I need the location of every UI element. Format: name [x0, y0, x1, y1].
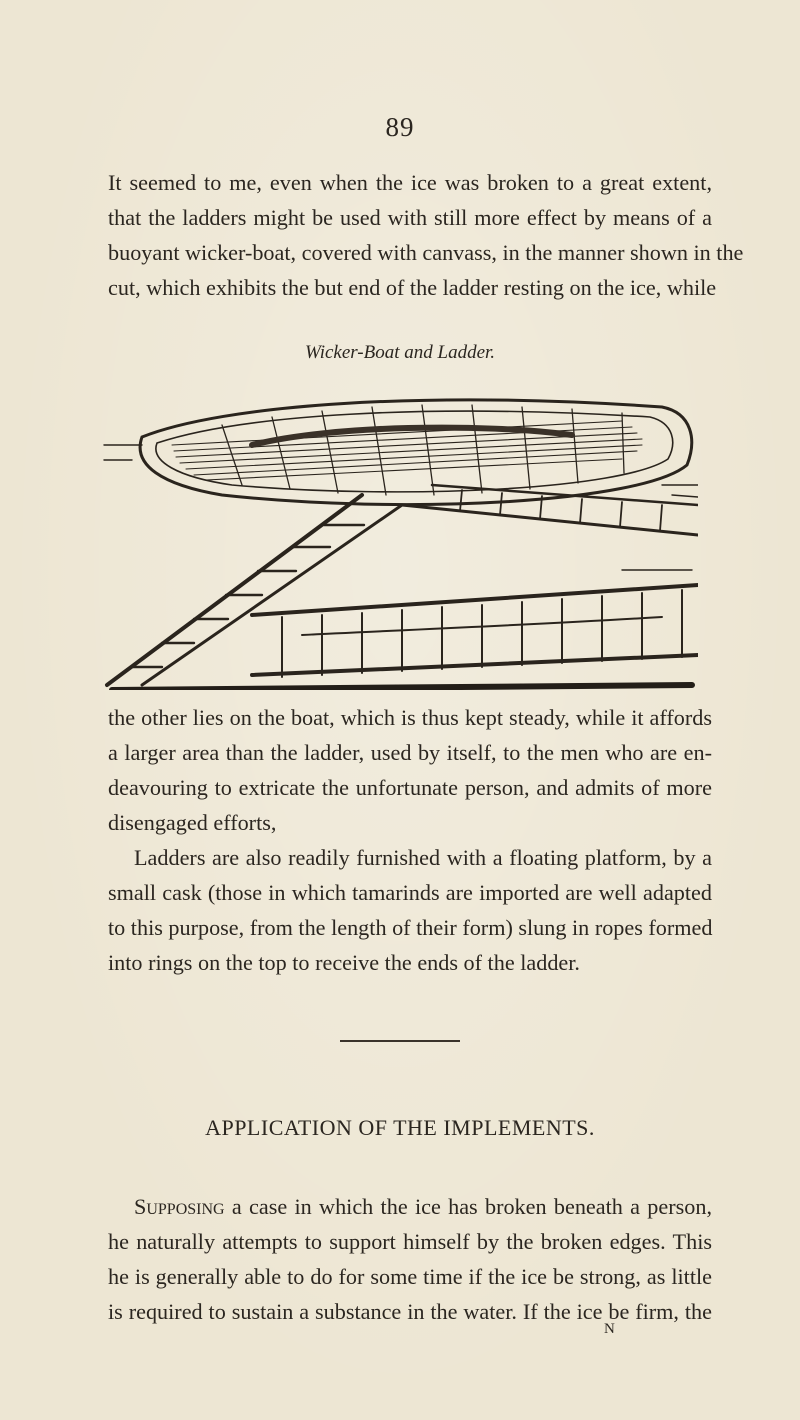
paragraph-application: [108, 1189, 712, 1329]
paragraph-intro: [108, 165, 744, 305]
lead-word: Supposing: [134, 1194, 225, 1219]
figure-caption: Wicker-Boat and Ladder.: [304, 342, 496, 363]
text-line: the other lies on the boat, which is thus kept steady, while it affords: [108, 705, 712, 730]
paragraph-boat: [108, 700, 712, 840]
signature-mark: N: [604, 1321, 615, 1337]
text-line: into rings on the top to receive the ends of the ladder.: [108, 950, 580, 975]
text-line: to this purpose, from the length of their form) slung in ropes formed: [108, 915, 713, 940]
text-line: he is generally able to do for some time if the ice be strong, as little: [108, 1264, 712, 1289]
text-line: that the ladders might be used with still more effect by means of a: [108, 205, 712, 230]
text-line: small cask (those in which tamarinds are imported are well adapted: [108, 880, 712, 905]
text-line: he naturally attempts to support himself by the broken edges. This: [108, 1229, 712, 1254]
section-divider: [340, 1040, 460, 1042]
text-line: Ladders are also readily furnished with a floating platform, by a: [134, 845, 712, 870]
wicker-boat-ladder-illustration: [102, 385, 698, 690]
text-line: a larger area than the ladder, used by itself, to the men who are en-: [108, 740, 712, 765]
page-number: 89: [385, 112, 415, 142]
section-heading: APPLICATION OF THE IMPLEMENTS.: [205, 1115, 595, 1140]
paragraph-cask: [108, 840, 712, 980]
text-line: cut, which exhibits the but end of the ladder resting on the ice, while: [108, 275, 717, 300]
text-line: deavouring to extricate the unfortunate person, and admits of more: [108, 775, 712, 800]
text-line: It seemed to me, even when the ice was broken to a great extent,: [108, 170, 712, 195]
text-line: disengaged efforts,: [108, 810, 277, 835]
text-run: a case in which the ice has broken beneath a person,: [231, 1194, 712, 1219]
text-line: is required to sustain a substance in the water. If the ice be firm, the: [108, 1299, 712, 1324]
text-line: [108, 1189, 712, 1224]
text-line: buoyant wicker-boat, covered with canvass, in the manner shown in the: [108, 240, 744, 265]
